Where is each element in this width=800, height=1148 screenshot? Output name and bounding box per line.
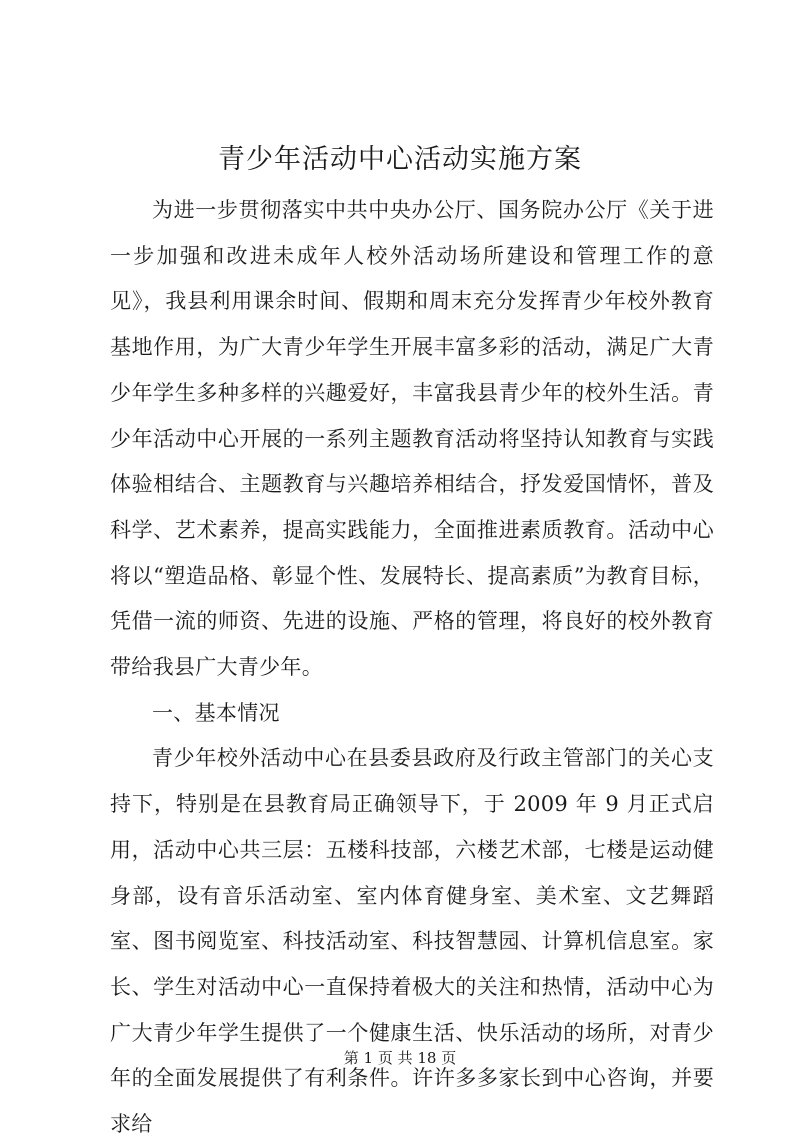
section-heading-basic-info: 一、基本情况 xyxy=(152,700,280,725)
document-body xyxy=(110,188,714,1148)
document-title: 青少年活动中心活动实施方案 xyxy=(218,144,582,175)
paragraph-intro: 为进一步贯彻落实中共中央办公厅、国务院办公厅《关于进一步加强和改进未成年人校外活动场所建设和管理工作的意见》，我县利用课余时间、假期和周末充分发挥青少年校外教育基地作用，为广大青少年学生开展丰富多彩的活动，满足广大青少年学生多种多样的兴趣爱好，丰富我县青少年的校外生活。青少年活动中心开展的一系列主题教育活动将坚持认知教育与实践体验相结合、主题教育与兴趣培养相结合，抒发爱国情怀，普及科学、艺术素养，提高实践能力，全面推进素质教育。活动中心将以“塑造品格、彰显个性、发展特长、提高素质”为教育目标，凭借一流的师资、先进的设施、严格的管理，将良好的校外教育带给我县广大青少年。 xyxy=(110,198,714,680)
page-number-footer: 第 1 页 共 18 页 xyxy=(343,1049,457,1067)
paragraph-basic-info: 青少年校外活动中心在县委县政府及行政主管部门的关心支持下，特别是在县教育局正确领导下，于 2009 年 9 月正式启用，活动中心共三层：五楼科技部，六楼艺术部，七楼是运动健身部，设有音乐活动室、室内体育健身室、美术室、文艺舞蹈室、图书阅览室、科技活动室、科技智慧园、计算机信息室。家长、学生对活动中心一直保持着极大的关注和热情，活动中心为广大青少年学生提供了一个健康生活、快乐活动的场所，对青少年的全面发展提供了有利条件。许许多多家长到中心咨询，并要求给 xyxy=(110,746,714,1137)
